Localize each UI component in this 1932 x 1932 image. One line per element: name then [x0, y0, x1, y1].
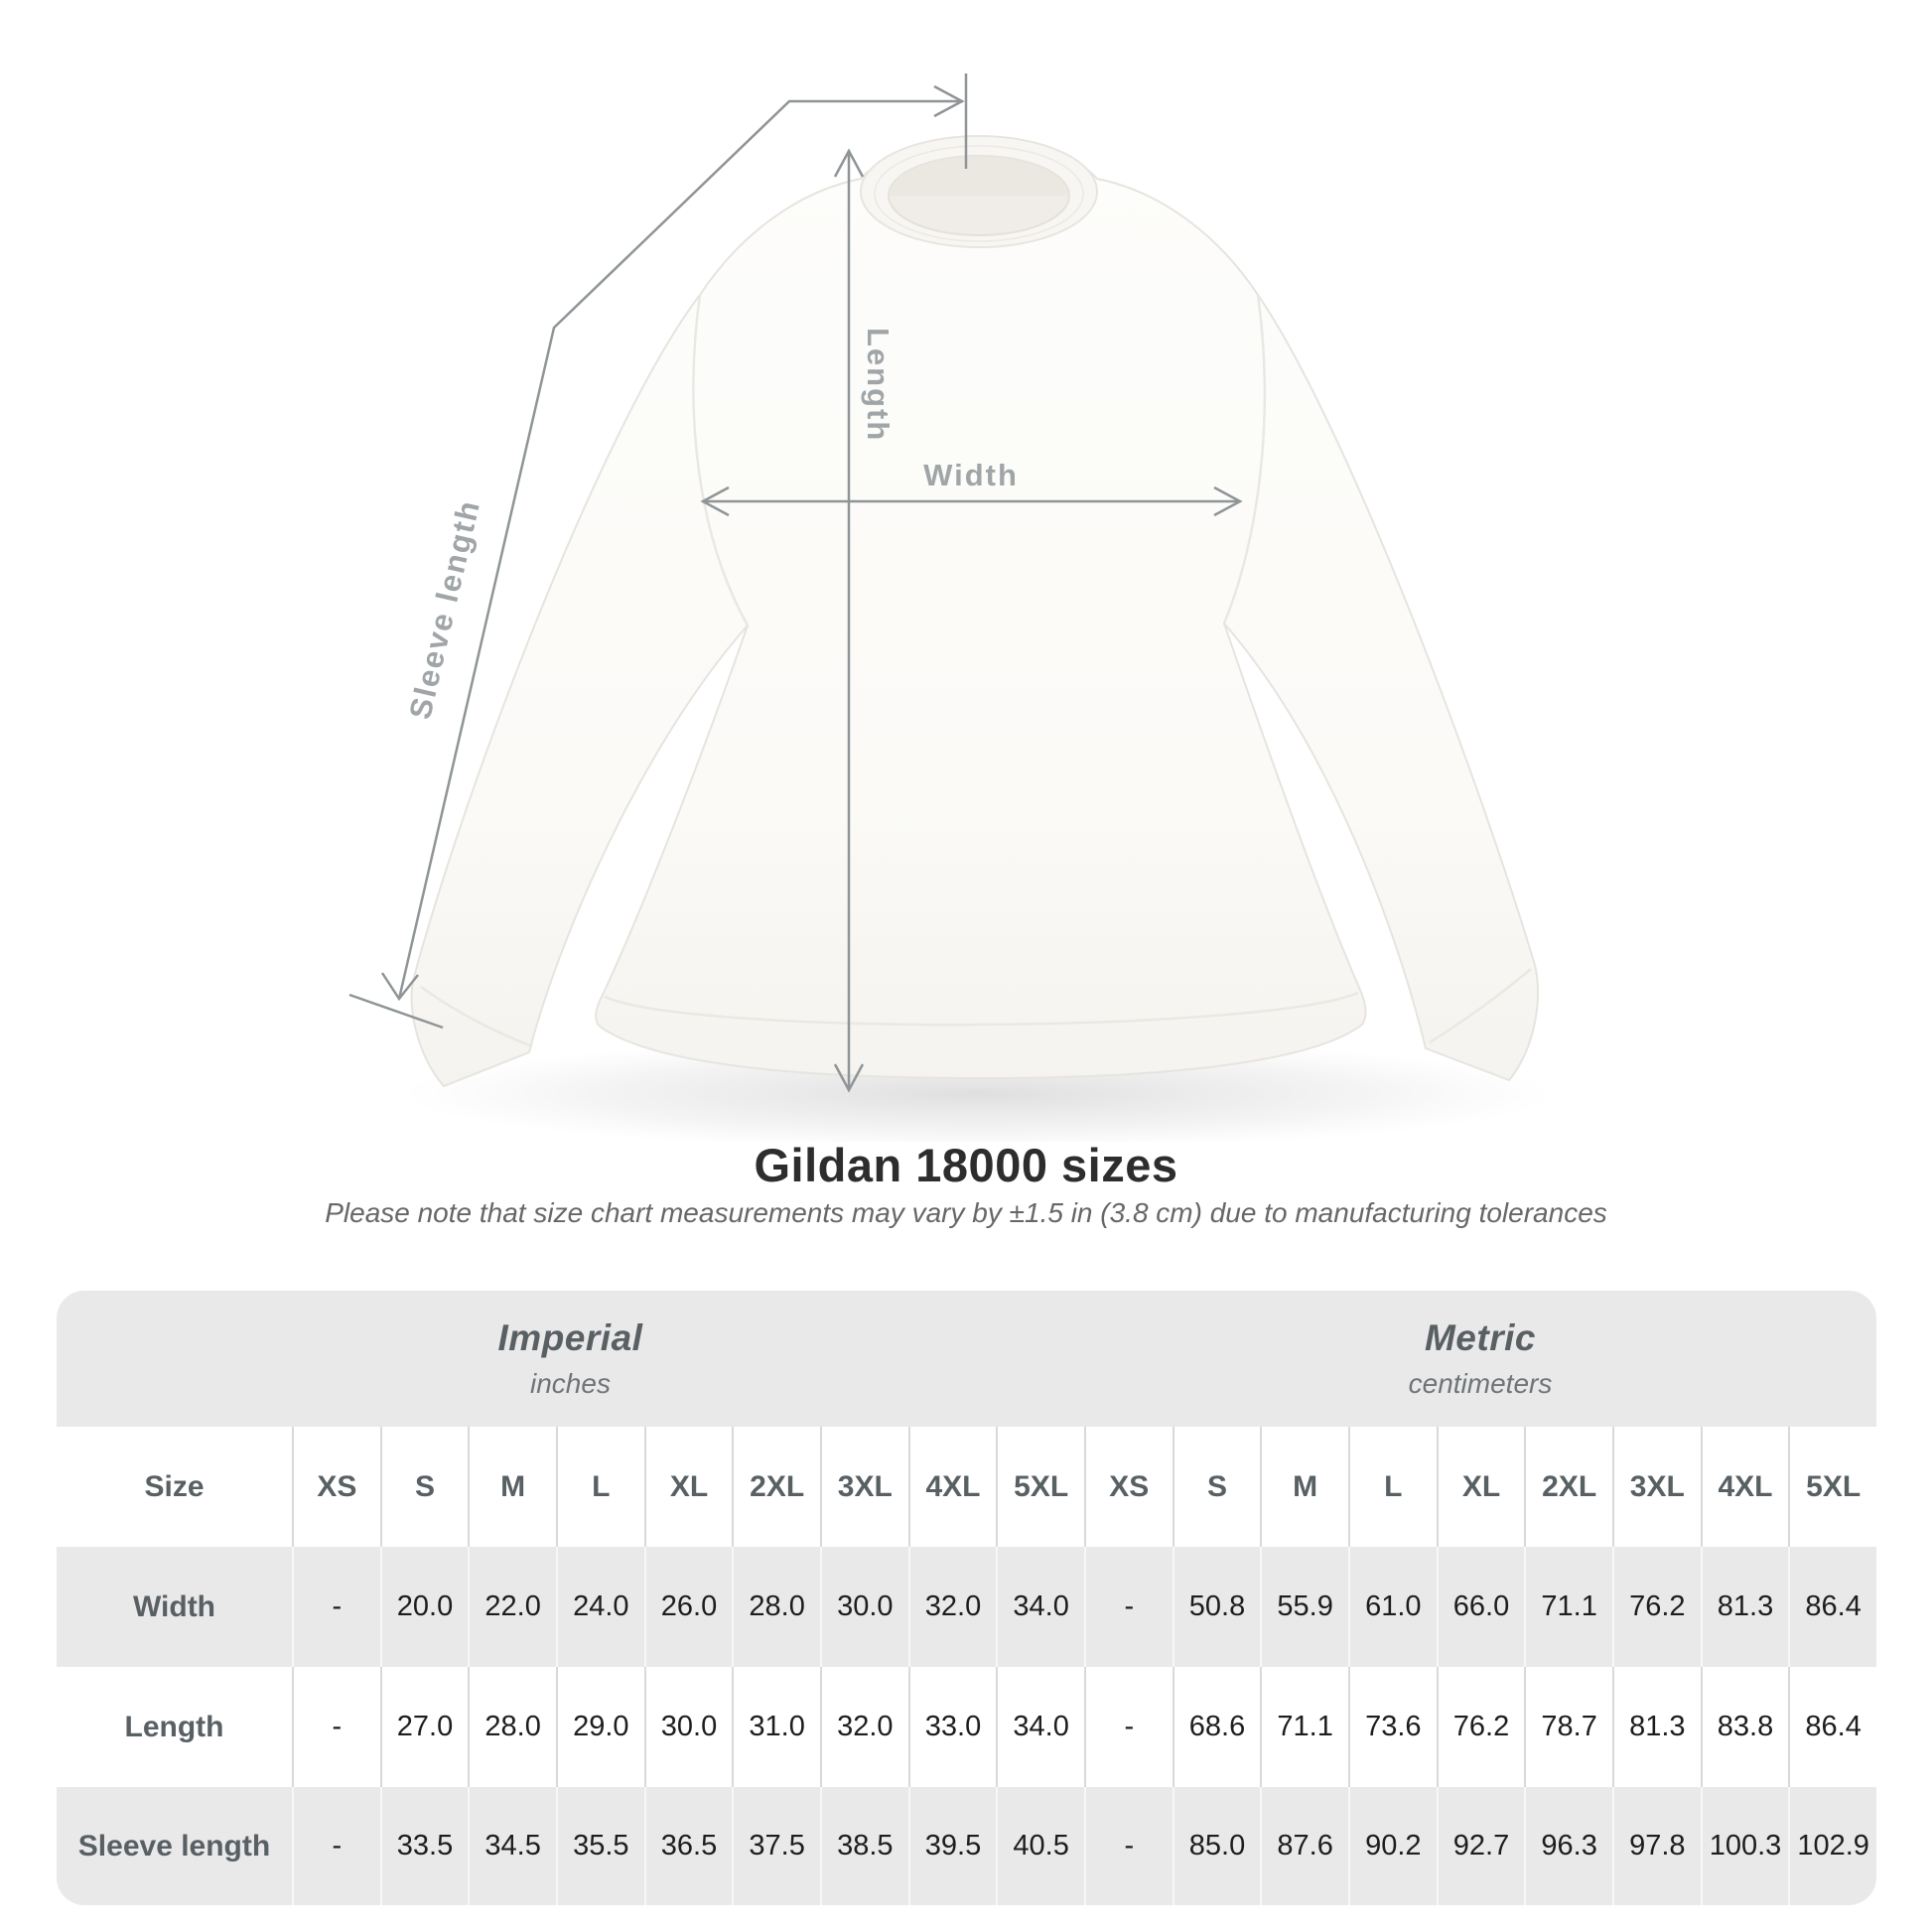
table-cell: 71.1: [1260, 1667, 1348, 1787]
size-header-cell: L: [556, 1427, 644, 1547]
table-cell: 83.8: [1701, 1667, 1789, 1787]
table-cell: 27.0: [380, 1667, 469, 1787]
table-cell: -: [1084, 1787, 1173, 1905]
size-header-cell: 2XL: [732, 1427, 820, 1547]
table-cell: 96.3: [1524, 1787, 1612, 1905]
size-header-cell: 5XL: [996, 1427, 1084, 1547]
table-cell: 22.0: [468, 1547, 556, 1667]
size-column-header: Size: [144, 1469, 205, 1503]
unit-group-sublabel: inches: [530, 1368, 611, 1399]
table-cell: 35.5: [556, 1787, 644, 1905]
size-header-cell: 4XL: [908, 1427, 997, 1547]
table-cell: 102.9: [1788, 1787, 1876, 1905]
table-cell: 33.0: [908, 1667, 997, 1787]
table-cell: 30.0: [644, 1667, 733, 1787]
size-header-cell: XS: [1084, 1427, 1173, 1547]
table-cell: -: [292, 1787, 380, 1905]
size-header-cell: S: [380, 1427, 469, 1547]
table-cell: 71.1: [1524, 1547, 1612, 1667]
table-cell: 68.6: [1173, 1667, 1261, 1787]
table-cell: 28.0: [732, 1547, 820, 1667]
table-cell: 31.0: [732, 1667, 820, 1787]
table-cell: 76.2: [1437, 1667, 1525, 1787]
table-cell: 24.0: [556, 1547, 644, 1667]
length-label: Length: [861, 328, 896, 443]
table-header-imperial: [57, 1291, 1084, 1427]
size-header-cell: 5XL: [1788, 1427, 1876, 1547]
table-cell: 61.0: [1348, 1547, 1437, 1667]
table-cell: 38.5: [820, 1787, 908, 1905]
size-header-cell: 3XL: [820, 1427, 908, 1547]
size-header-cell: XL: [644, 1427, 733, 1547]
unit-group-label: Imperial: [497, 1317, 643, 1358]
table-header-metric: [1084, 1291, 1876, 1427]
table-cell: 78.7: [1524, 1667, 1612, 1787]
size-header-cell: L: [1348, 1427, 1437, 1547]
width-label: Width: [923, 458, 1019, 492]
table-cell: 37.5: [732, 1787, 820, 1905]
size-header-cell: 3XL: [1612, 1427, 1701, 1547]
table-cell: 40.5: [996, 1787, 1084, 1905]
table-cell: 50.8: [1173, 1547, 1261, 1667]
row-label: Length: [124, 1710, 224, 1743]
table-cell: 30.0: [820, 1547, 908, 1667]
table-cell: 92.7: [1437, 1787, 1525, 1905]
sweatshirt: [412, 136, 1538, 1086]
sweatshirt-body: [412, 142, 1538, 1087]
table-cell: 90.2: [1348, 1787, 1437, 1905]
table-cell: 36.5: [644, 1787, 733, 1905]
row-label: Width: [57, 1547, 292, 1667]
table-cell: -: [292, 1547, 380, 1667]
table-cell: 20.0: [380, 1547, 469, 1667]
page-title: Gildan 18000 sizes: [754, 1139, 1178, 1191]
size-header-cell: 4XL: [1701, 1427, 1789, 1547]
table-cell: 34.0: [996, 1667, 1084, 1787]
page-subtitle: Please note that size chart measurements may vary by ±1.5 in (3.8 cm) due to manufacturing tolerances: [325, 1197, 1607, 1228]
size-header-cell: M: [1260, 1427, 1348, 1547]
table-cell: 97.8: [1612, 1787, 1701, 1905]
size-header-cell: XS: [292, 1427, 380, 1547]
table-cell: 81.3: [1701, 1547, 1789, 1667]
unit-group-sublabel: centimeters: [1408, 1368, 1553, 1399]
table-cell: -: [1084, 1667, 1173, 1787]
collar: [861, 136, 1097, 247]
table-cell: 39.5: [908, 1787, 997, 1905]
table-cell: 87.6: [1260, 1787, 1348, 1905]
table-cell: 32.0: [820, 1667, 908, 1787]
table-cell: 55.9: [1260, 1547, 1348, 1667]
size-header-cell: 2XL: [1524, 1427, 1612, 1547]
table-cell: -: [292, 1667, 380, 1787]
size-header-cell: S: [1173, 1427, 1261, 1547]
table-cell: 29.0: [556, 1667, 644, 1787]
size-chart: [57, 1291, 1876, 1905]
table-cell: 32.0: [908, 1547, 997, 1667]
table-cell: 73.6: [1348, 1667, 1437, 1787]
table-cell: 100.3: [1701, 1787, 1789, 1905]
table-cell: 28.0: [468, 1667, 556, 1787]
table-cell: 66.0: [1437, 1547, 1525, 1667]
table-cell: -: [1084, 1547, 1173, 1667]
table-cell: 86.4: [1788, 1547, 1876, 1667]
size-chart-table: [57, 1291, 1876, 1905]
size-header-cell: XL: [1437, 1427, 1525, 1547]
sleeve-length-label: Sleeve length: [402, 495, 487, 723]
table-cell: 33.5: [380, 1787, 469, 1905]
table-cell: 26.0: [644, 1547, 733, 1667]
table-cell: 76.2: [1612, 1547, 1701, 1667]
table-cell: 86.4: [1788, 1667, 1876, 1787]
unit-group-label: Metric: [1424, 1317, 1536, 1358]
table-cell: 34.0: [996, 1547, 1084, 1667]
table-cell: 85.0: [1173, 1787, 1261, 1905]
table-cell: 34.5: [468, 1787, 556, 1905]
table-cell: 81.3: [1612, 1667, 1701, 1787]
size-header-cell: M: [468, 1427, 556, 1547]
row-label: Sleeve length: [57, 1787, 292, 1905]
